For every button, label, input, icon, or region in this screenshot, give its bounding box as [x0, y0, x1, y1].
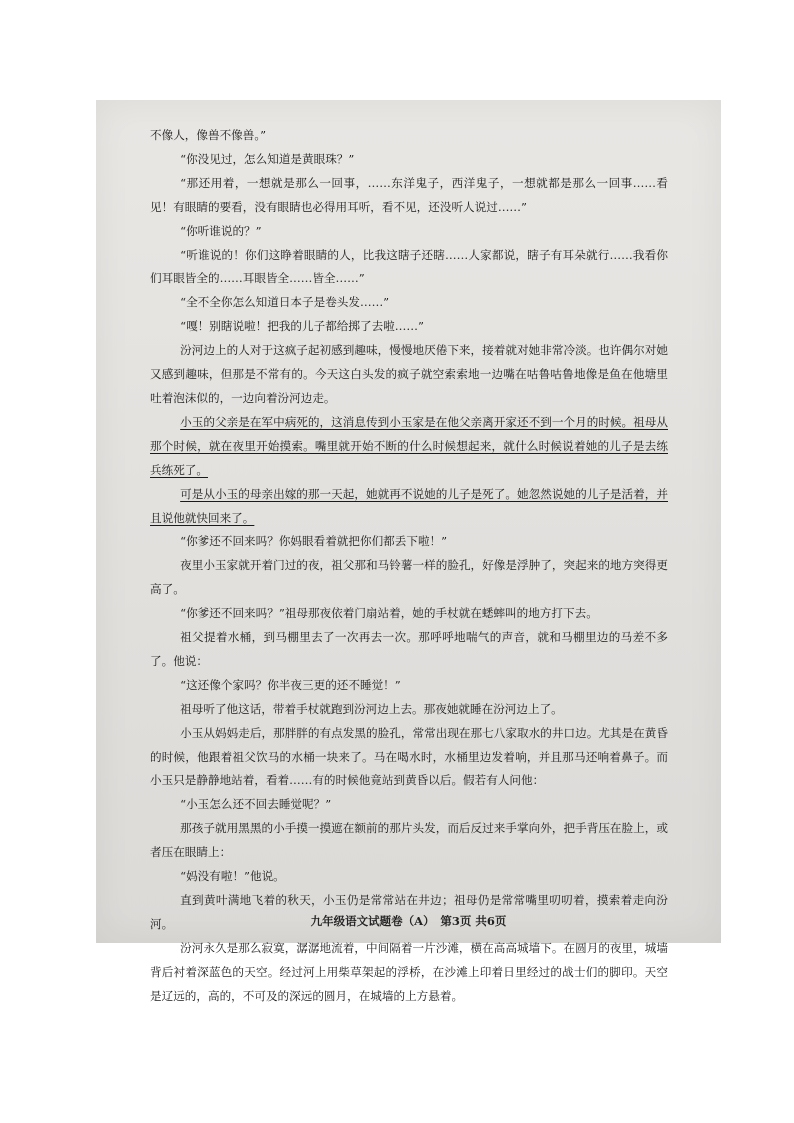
- underlined-paragraph: 小玉的父亲是在军中病死的，这消息传到小玉家是在他父亲离开家还不到一个月的时候。祖母从那个时候，就在夜里开始摸索。嘴里就开始不断的什么时候想起来，就什么时候说着她的儿子是去练兵练死了。: [150, 414, 668, 477]
- paragraph: “小玉怎么还不回去睡觉呢？”: [180, 797, 332, 812]
- paragraph: “全不全你怎么知道日本子是卷头发……”: [180, 295, 390, 310]
- paragraph: 夜里小玉家就开着门过的夜，祖父那和马铃薯一样的脸孔，好像是浮肿了，突起来的地方突得更高了。: [150, 558, 668, 597]
- paragraph: 小玉从妈妈走后，那胖胖的有点发黑的脸孔，常常出现在那七八家取水的井口边。尤其是在黄昏的时候，他跟着祖父饮马的水桶一块来了。马在喝水时，水桶里边发着响，并且那马还响着鼻子。而小玉只是静静地站着，看着……有的时候他竟站到黄昏以后。假若有人问他：: [150, 725, 668, 788]
- paragraph: 直到黄叶满地飞着的秋天，小玉仍是常常站在井边；祖母仍是常常嘴里叨叨着，摸索着走向汾河。: [150, 893, 668, 931]
- paragraph: “这还像个家吗？你半夜三更的还不睡觉！”: [180, 677, 401, 692]
- paragraph: 祖父提着水桶，到马棚里去了一次再去一次。那呼呼地喘气的声音，就和马棚里边的马差不多了。他说：: [150, 630, 668, 668]
- paragraph: 汾河边上的人对于这疯子起初感到趣味，慢慢地厌倦下来，接着就对她非常冷淡。也许偶尔对她又感到趣味，但那是不常有的。今天这白头发的疯子就空索索地一边嘴在咕鲁咕鲁地像是鱼在他塘里吐着泡沫似的，一边向着汾河边走。: [150, 343, 668, 405]
- paragraph: “你爹还不回来吗？”祖母那夜依着门扇站着，她的手杖就在蟋蟀叫的地方打下去。: [180, 606, 598, 621]
- page-footer: 九年级语文试题卷（A） 第3页 共6页: [310, 914, 507, 928]
- paragraph: 祖母听了他这话，带着手杖就跑到汾河边上去。那夜她就睡在汾河边上了。: [180, 701, 563, 716]
- paragraph: “嘎！别瞎说啦！把我的儿子都给掷了去啦……”: [180, 319, 424, 334]
- underlined-paragraph: 可是从小玉的母亲出嫁的那一天起，她就再不说她的儿子是死了。她忽然说她的儿子是活着，并且说他就快回来了。: [150, 486, 668, 525]
- paragraph: “你没见过，怎么知道是黄眼珠？”: [180, 151, 355, 166]
- paragraph: “你爹还不回来吗？你妈眼看着就把你们都丢下啦！”: [180, 534, 448, 549]
- passage-text: [150, 124, 668, 1009]
- paragraph: “那还用着，一想就是那么一回事，……东洋鬼子，西洋鬼子，一想就都是那么一回事……看见！有眼睛的要看，没有眼睛也必得用耳听，看不见，还没听人说过……”: [150, 175, 668, 214]
- paragraph: 那孩子就用黑黑的小手摸一摸遮在额前的那片头发，而后反过来手掌向外，把手背压在脸上，或者压在眼睛上：: [150, 821, 668, 860]
- scanned-exam-page: [96, 100, 721, 1003]
- paragraph: “你听谁说的？”: [180, 223, 262, 238]
- paragraph: “听谁说的！你们这睁着眼睛的人，比我这瞎子还瞎……人家都说，瞎子有耳朵就行……我看你们耳眼皆全的……耳眼皆全……皆全……”: [150, 247, 668, 286]
- paragraph: “妈没有啦！”他说。: [180, 869, 285, 884]
- paragraph: 不像人，像兽不像兽。”: [150, 128, 267, 142]
- paragraph: 汾河永久是那么寂寞，潺潺地流着，中间隔着一片沙滩，横在高高城墙下。在圆月的夜里，城墙背后衬着深蓝色的天空。经过河上用柴草架起的浮桥，在沙滩上印着日里经过的战士们的脚印。天空是辽远的，高的，不可及的深远的圆月，在城墙的上方悬着。: [150, 940, 668, 1003]
